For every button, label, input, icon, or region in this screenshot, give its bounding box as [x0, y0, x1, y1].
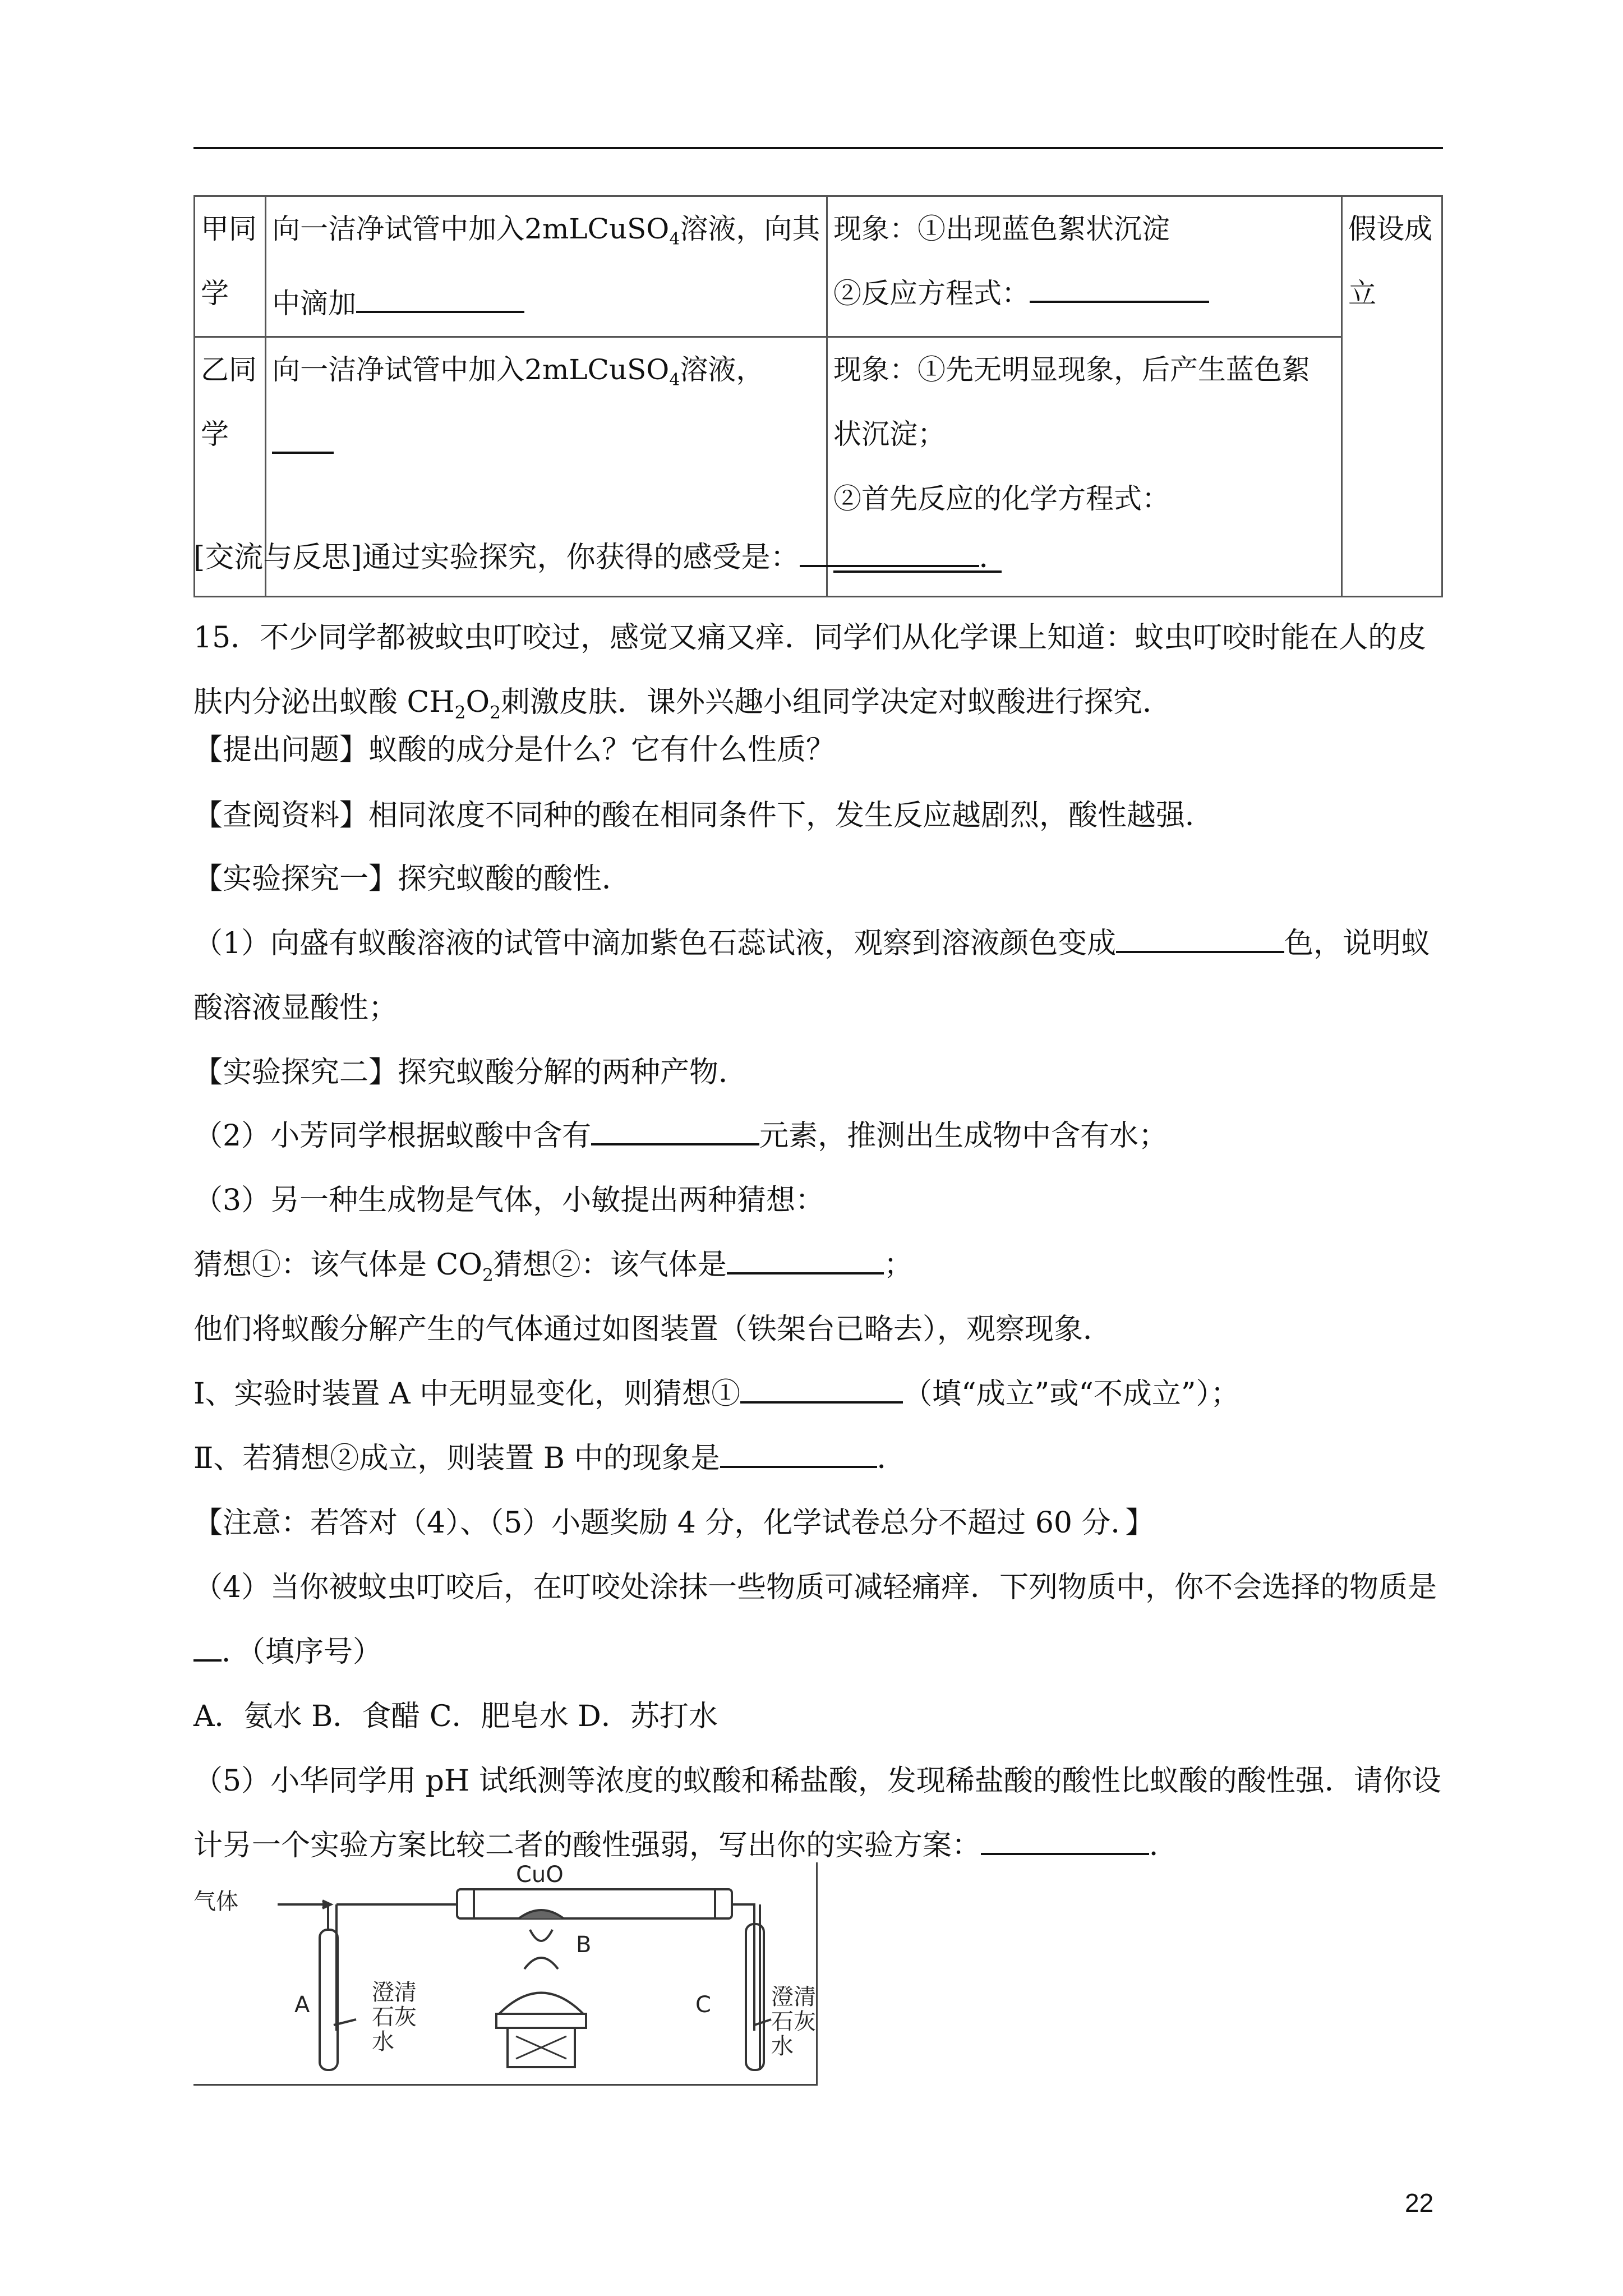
apparatus-drawing: [193, 1862, 816, 2084]
experiment-2-title: 【实验探究二】探究蚁酸分解的两种产物．: [193, 1056, 748, 1089]
guess-line: 猜想①：该气体是 $CO_2$猜想②：该气体是 ；: [193, 1233, 1443, 1308]
label-b: B: [576, 1932, 592, 1958]
reflection-line: [交流与反思]通过实验探究，你获得的感受是： ．: [193, 526, 1443, 590]
label-c: C: [695, 1992, 711, 2018]
answer-blank[interactable]: [981, 1826, 1149, 1855]
limewater-label: 澄清 石灰 水: [771, 1984, 816, 2059]
bonus-note: 【注意：若答对（4）、（5）小题奖励 4 分，化学试卷总分不超过 60 分．】: [193, 1506, 1155, 1540]
limewater-label: 澄清 石灰 水: [372, 1980, 417, 2055]
header-rule: [193, 147, 1443, 149]
answer-blank[interactable]: [356, 286, 524, 313]
raise-question: 【提出问题】蚁酸的成分是什么？它有什么性质？: [193, 733, 836, 767]
question-1: （1）向盛有蚁酸溶液的试管中滴加紫色石蕊试液，观察到溶液颜色变成 色，说明蚁酸溶液显酸性；: [193, 912, 1443, 1041]
observation-cell: 现象：①出现蓝色絮状沉淀 ②反应方程式：: [827, 196, 1342, 337]
page-number: 22: [1405, 2188, 1434, 2217]
question-4: （4）当你被蚊虫叮咬后，在叮咬处涂抹一些物质可减轻痛痒．下列物质中，你不会选择的物质是．（填序号）: [193, 1571, 1437, 1669]
answer-blank[interactable]: [740, 1375, 903, 1404]
question-5: （5）小华同学用 pH 试纸测等浓度的蚁酸和稀盐酸，发现稀盐酸的酸性比蚁酸的酸性强．请你设计另一个实验方案比较二者的酸性强弱，写出你的实验方案： ．: [193, 1764, 1441, 1862]
answer-options: A．氨水 B．食醋 C．肥皂水 D．苏打水: [193, 1700, 718, 1733]
cuo-label: CuO: [516, 1862, 564, 1888]
answer-blank[interactable]: [193, 1633, 222, 1662]
answer-blank[interactable]: [1116, 924, 1284, 953]
gas-label: 气体: [193, 1889, 238, 1915]
answer-blank[interactable]: [1030, 275, 1209, 303]
question-3: （3）另一种生成物是气体，小敏提出两种猜想：: [193, 1184, 825, 1217]
conclusion-cell: 假设成立: [1342, 196, 1442, 597]
operation-cell: 向一洁净试管中加入2mLCuSO$_4$溶液，向其中滴加: [266, 196, 827, 337]
answer-blank[interactable]: [727, 1246, 884, 1274]
part-2: Ⅱ、若猜想②成立，则装置 B 中的现象是 ．: [193, 1427, 1443, 1491]
device-description: 他们将蚁酸分解产生的气体通过如图装置（铁架台已略去），观察现象．: [193, 1313, 1113, 1346]
student-cell: 乙同学: [195, 337, 266, 597]
q15-intro: 15．不少同学都被蚊虫叮咬过，感觉又痛又痒．同学们从化学课上知道：蚊虫叮咬时能在人的皮肤内分泌出蚁酸 $CH_2O_2$刺激皮肤．课外兴趣小组同学决定对蚁酸进行探究．: [193, 621, 1427, 723]
operation-cell: 向一洁净试管中加入2mLCuSO$_4$溶液，: [266, 337, 827, 597]
question-2: （2）小芳同学根据蚁酸中含有 元素，推测出生成物中含有水；: [193, 1104, 1443, 1168]
label-a: A: [294, 1992, 310, 2018]
answer-blank[interactable]: [720, 1439, 877, 1468]
observation-cell: 现象：①先无明显现象，后产生蓝色絮状沉淀； ②首先反应的化学方程式：: [827, 337, 1342, 597]
table-row: [195, 196, 1442, 337]
apparatus-figure: [193, 1862, 818, 2086]
part-1: Ⅰ、实验时装置 A 中无明显变化，则猜想① （填“成立”或“不成立”）；: [193, 1362, 1443, 1427]
student-cell: 甲同学: [195, 196, 266, 337]
answer-blank[interactable]: [591, 1117, 759, 1145]
experiment-1-title: 【实验探究一】探究蚁酸的酸性．: [193, 862, 631, 896]
reference-info: 【查阅资料】相同浓度不同种的酸在相同条件下，发生反应越剧烈，酸性越强．: [193, 799, 1215, 832]
answer-blank[interactable]: [272, 426, 334, 454]
answer-blank[interactable]: [800, 539, 979, 567]
